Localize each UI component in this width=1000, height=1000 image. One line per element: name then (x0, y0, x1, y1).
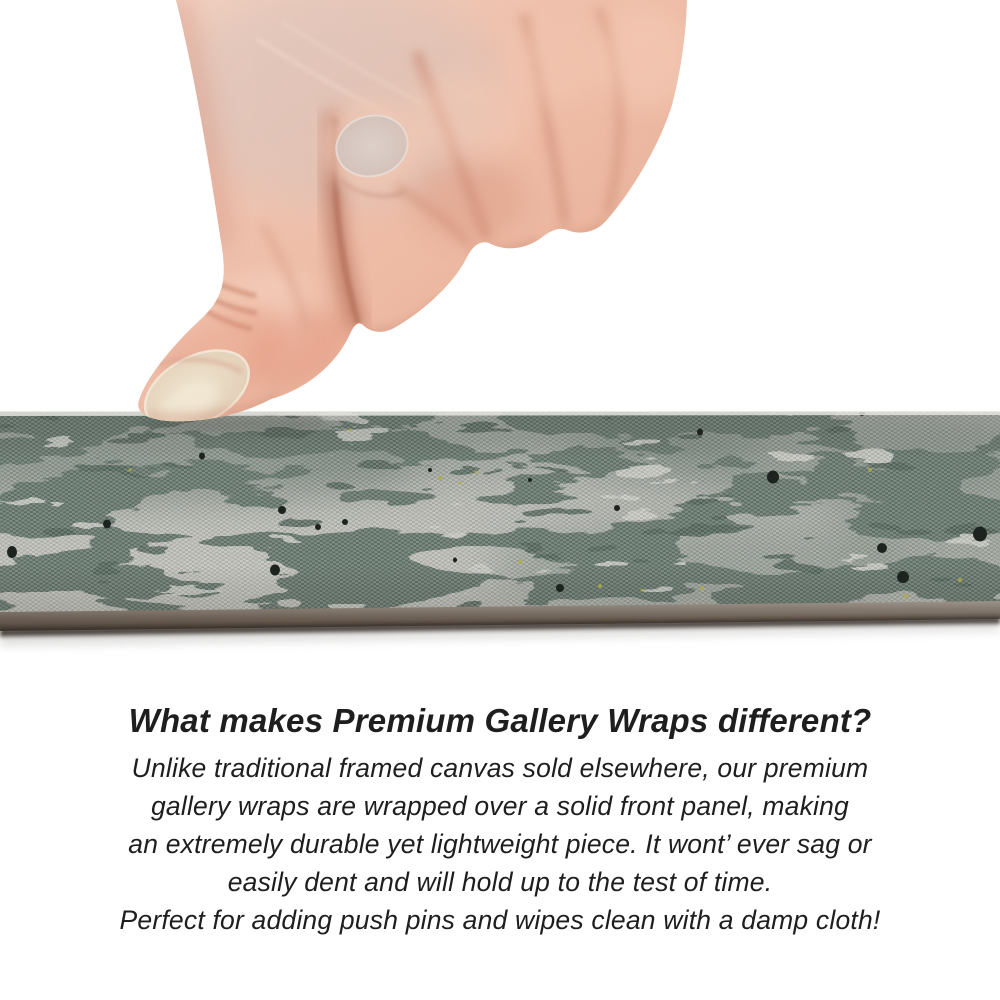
canvas-texture (0, 405, 1000, 620)
info-line: gallery wraps are wrapped over a solid front panel, making (150, 791, 849, 821)
info-line: easily dent and will hold up to the test of time. (227, 867, 773, 897)
info-line: Perfect for adding push pins and wipes clean with a damp cloth! (119, 905, 881, 935)
info-line: Unlike traditional framed canvas sold elsewhere, our premium (131, 753, 869, 783)
info-heading: What makes Premium Gallery Wraps different? (128, 702, 872, 739)
hand-image (132, 0, 694, 445)
info-section (0, 702, 1000, 939)
canvas-strip (0, 405, 1000, 645)
info-line: an extremely durable yet lightweight piece. It wont’ ever sag or (128, 829, 872, 859)
